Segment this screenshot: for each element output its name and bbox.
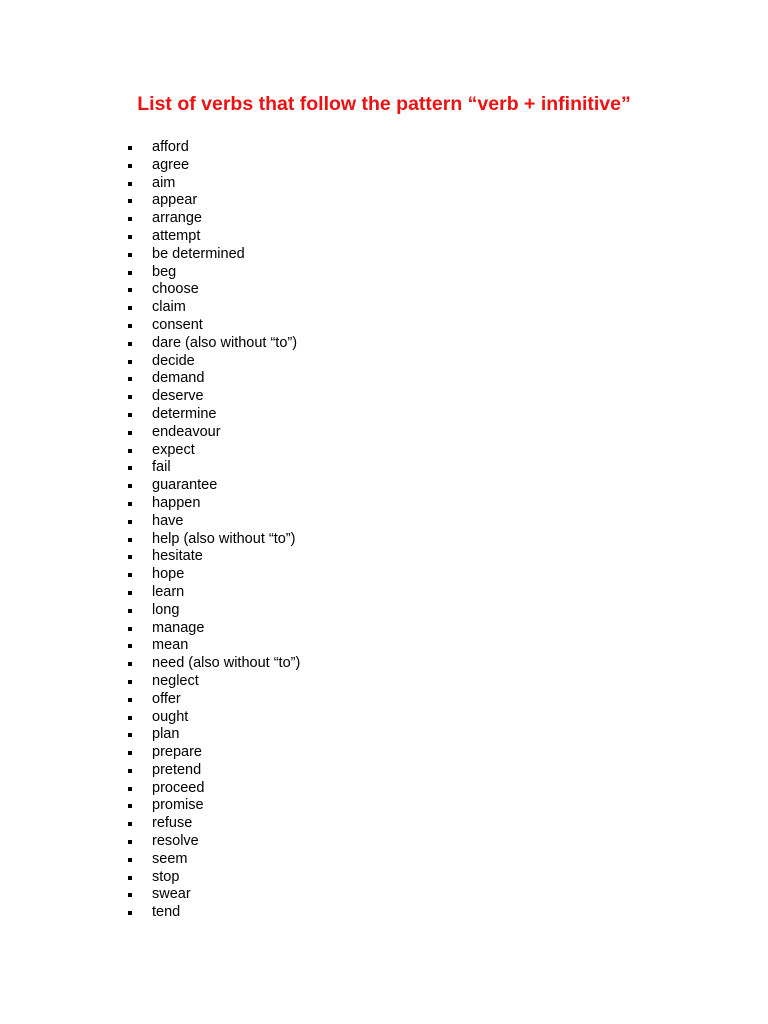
square-bullet-icon: [128, 716, 132, 720]
verb-text: proceed: [152, 779, 205, 796]
verb-text: happen: [152, 494, 201, 511]
square-bullet-icon: [128, 502, 132, 506]
verb-text: appear: [152, 192, 198, 209]
square-bullet-icon: [128, 662, 132, 666]
verb-text: guarantee: [152, 477, 218, 494]
square-bullet-icon: [128, 733, 132, 737]
verb-text: plan: [152, 726, 180, 743]
verb-text: attempt: [152, 227, 201, 244]
verb-text: afford: [152, 139, 189, 155]
square-bullet-icon: [128, 217, 132, 221]
verb-text: ought: [152, 708, 189, 725]
verb-text: swear: [152, 886, 191, 903]
square-bullet-icon: [128, 431, 132, 435]
verb-text: fail: [152, 459, 171, 476]
square-bullet-icon: [128, 466, 132, 470]
verb-text: help (also without “to”): [152, 530, 296, 547]
square-bullet-icon: [128, 235, 132, 239]
square-bullet-icon: [128, 555, 132, 559]
verb-text: resolve: [152, 833, 199, 850]
verb-text: manage: [152, 619, 205, 636]
verb-text: arrange: [152, 210, 202, 227]
verb-text: tend: [152, 904, 181, 921]
square-bullet-icon: [128, 271, 132, 275]
document-title: List of verbs that follow the pattern “verb + infinitive”: [137, 93, 631, 115]
square-bullet-icon: [128, 342, 132, 346]
square-bullet-icon: [128, 769, 132, 773]
square-bullet-icon: [128, 164, 132, 168]
verb-text: neglect: [152, 672, 199, 689]
square-bullet-icon: [128, 413, 132, 417]
square-bullet-icon: [128, 804, 132, 808]
verb-text: consent: [152, 316, 203, 333]
square-bullet-icon: [128, 893, 132, 897]
verb-text: expect: [152, 441, 195, 458]
square-bullet-icon: [128, 787, 132, 791]
square-bullet-icon: [128, 751, 132, 755]
square-bullet-icon: [128, 484, 132, 488]
square-bullet-icon: [128, 306, 132, 310]
square-bullet-icon: [128, 182, 132, 186]
square-bullet-icon: [128, 698, 132, 702]
verb-text: long: [152, 601, 180, 618]
square-bullet-icon: [128, 360, 132, 364]
verb-text: need (also without “to”): [152, 655, 301, 672]
verb-text: refuse: [152, 815, 193, 832]
verb-text: offer: [152, 690, 181, 707]
square-bullet-icon: [128, 858, 132, 862]
verb-text: learn: [152, 583, 185, 600]
verb-text: promise: [152, 797, 204, 814]
square-bullet-icon: [128, 644, 132, 648]
square-bullet-icon: [128, 538, 132, 542]
square-bullet-icon: [128, 324, 132, 328]
square-bullet-icon: [128, 377, 132, 381]
verb-text: hesitate: [152, 548, 203, 565]
verb-text: demand: [152, 370, 205, 387]
verb-text: have: [152, 512, 184, 529]
square-bullet-icon: [128, 573, 132, 577]
square-bullet-icon: [128, 520, 132, 524]
square-bullet-icon: [128, 609, 132, 613]
square-bullet-icon: [128, 395, 132, 399]
square-bullet-icon: [128, 288, 132, 292]
square-bullet-icon: [128, 876, 132, 880]
verb-text: agree: [152, 156, 190, 173]
square-bullet-icon: [128, 680, 132, 684]
square-bullet-icon: [128, 591, 132, 595]
verb-text: determine: [152, 405, 217, 422]
verb-text: dare (also without “to”): [152, 334, 298, 351]
verb-text: aim: [152, 174, 176, 191]
verb-text: hope: [152, 566, 185, 583]
square-bullet-icon: [128, 449, 132, 453]
verb-text: be determined: [152, 245, 245, 262]
verb-text: seem: [152, 850, 188, 867]
verb-text: stop: [152, 868, 180, 885]
verb-text: deserve: [152, 388, 204, 405]
verb-text: decide: [152, 352, 195, 369]
square-bullet-icon: [128, 146, 132, 150]
square-bullet-icon: [128, 253, 132, 257]
verb-text: prepare: [152, 744, 202, 761]
verb-text: beg: [152, 263, 177, 280]
verb-text: choose: [152, 281, 199, 298]
square-bullet-icon: [128, 840, 132, 844]
verb-text: endeavour: [152, 423, 221, 440]
verb-text: pretend: [152, 761, 202, 778]
verb-text: mean: [152, 637, 189, 654]
verb-text: claim: [152, 299, 186, 316]
square-bullet-icon: [128, 627, 132, 631]
square-bullet-icon: [128, 911, 132, 915]
square-bullet-icon: [128, 199, 132, 203]
square-bullet-icon: [128, 822, 132, 826]
